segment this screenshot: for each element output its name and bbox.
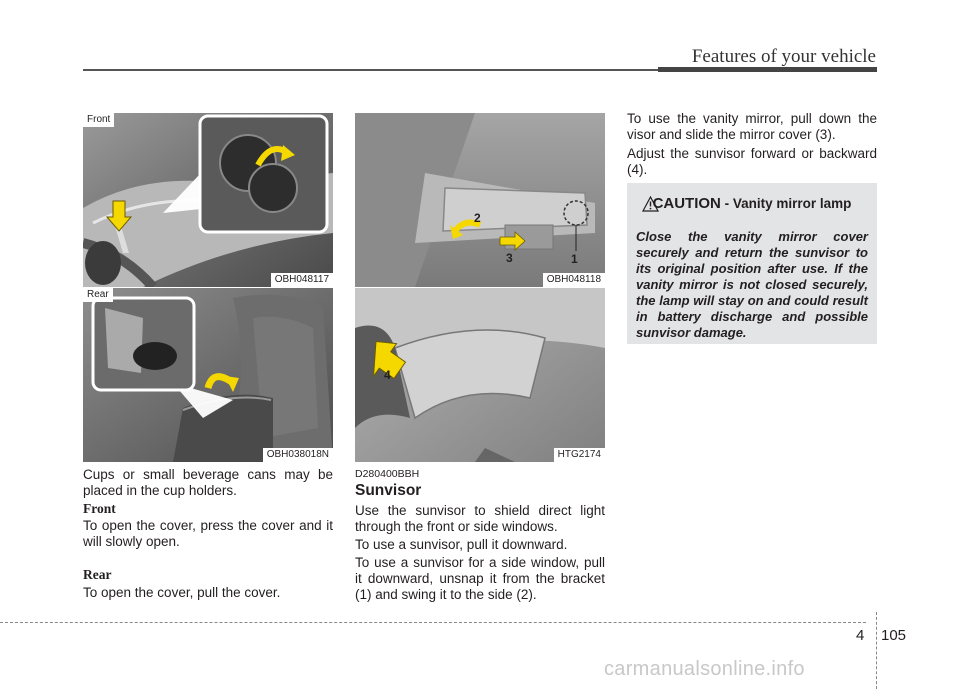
sunvisor-p2: To use a sunvisor, pull it downward. [355, 537, 568, 552]
sunvisor-p1: Use the sunvisor to shield direct light through the front or side windows. [355, 503, 605, 534]
rear-heading: Rear [83, 567, 112, 582]
vanity-mirror-p2: Adjust the sunvisor forward or backward (4). [627, 146, 877, 177]
front-photo-code: OBH048117 [271, 273, 333, 287]
page-number: 105 [881, 627, 907, 644]
caution-subject: - Vanity mirror lamp [720, 196, 852, 211]
section-code: D280400BBH [355, 468, 420, 480]
sunvisor-bracket-illustration [355, 113, 605, 287]
callout-2: 2 [474, 211, 481, 225]
chapter-number: 4 [856, 627, 865, 644]
rear-photo-code: OBH038018N [263, 448, 333, 462]
cup-holder-intro: Cups or small beverage cans may be placed in the cup holders. [83, 467, 333, 498]
callout-3: 3 [506, 251, 513, 265]
front-cup-holder-illustration [83, 113, 333, 287]
watermark: carmanualsonline.info [604, 658, 805, 680]
sunvisor-adjust-illustration [355, 288, 605, 462]
sunvisor-p3: To use a sunvisor for a side window, pull it downward, unsnap it from the bracket (1) and swing it to the side (2). [355, 555, 605, 602]
page-header-title: Features of your vehicle [691, 46, 876, 67]
rear-instructions: To open the cover, pull the cover. [83, 585, 281, 600]
vanity-mirror-p1: To use the vanity mirror, pull down the visor and slide the mirror cover (3). [627, 111, 877, 142]
front-instructions: To open the cover, press the cover and it will slowly open. [83, 518, 333, 549]
sunvisor-adjust-photo [355, 288, 605, 462]
callout-1: 1 [571, 252, 578, 266]
callout-4: 4 [384, 368, 391, 382]
front-heading: Front [83, 501, 116, 516]
visor-top-photo-code: OBH048118 [543, 273, 605, 287]
rear-cup-holder-illustration [83, 288, 333, 462]
caution-heading [627, 195, 877, 212]
footer-rule [0, 622, 866, 623]
footer-divider [876, 612, 877, 689]
header-rule-accent [658, 67, 877, 72]
rear-cup-holder-photo [83, 288, 333, 462]
caution-box [627, 183, 877, 344]
rear-photo-label: Rear [83, 288, 113, 302]
sunvisor-title: Sunvisor [355, 482, 422, 499]
sunvisor-bracket-photo [355, 113, 605, 287]
front-cup-holder-photo [83, 113, 333, 287]
caution-word: CAUTION [652, 195, 721, 212]
visor-bottom-photo-code: HTG2174 [554, 448, 605, 462]
caution-body: Close the vanity mirror cover securely and return the sunvisor to its original position after use. If the vanity mirror is not closed securely, the lamp will stay on and could result in battery discharge and possible sunvisor damage. [636, 229, 868, 340]
front-photo-label: Front [83, 113, 114, 127]
